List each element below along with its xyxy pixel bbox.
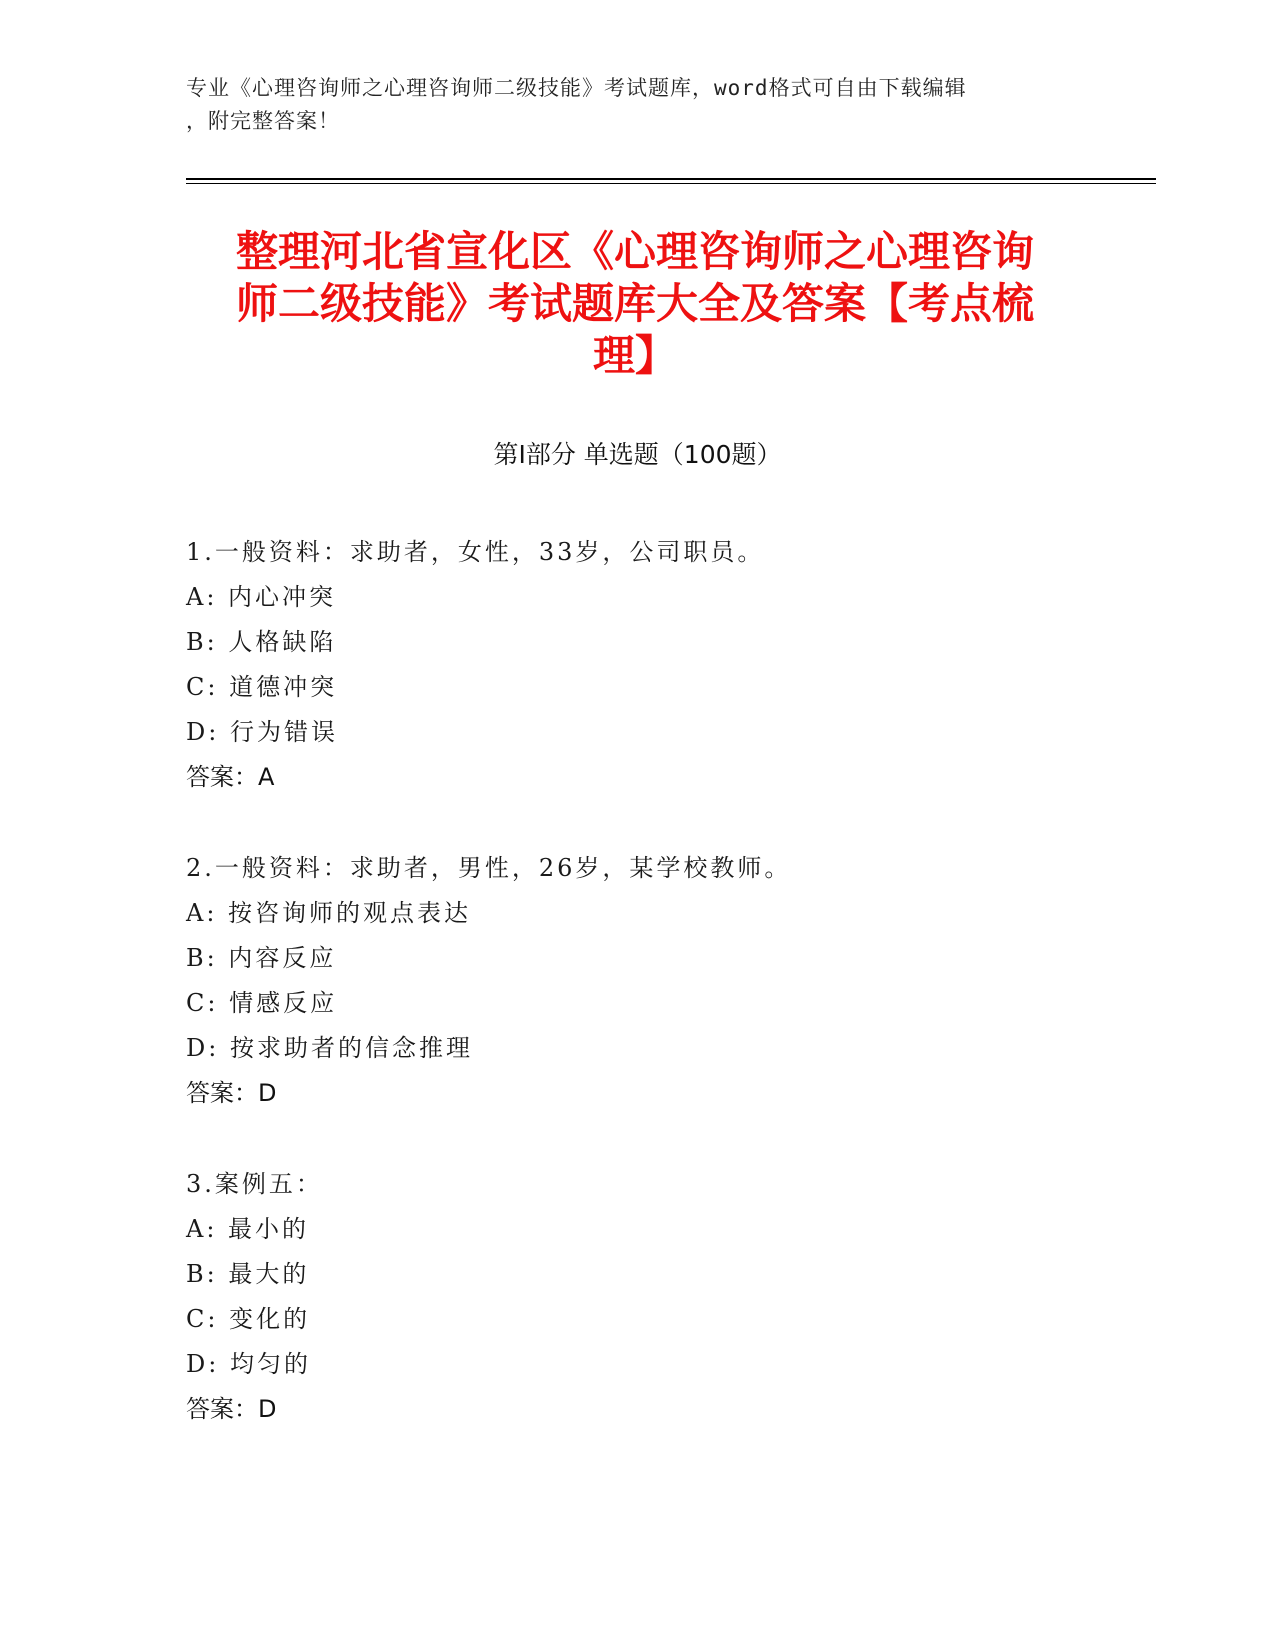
title-line-2: 师二级技能》考试题库大全及答案【考点梳 [235, 279, 1034, 328]
option-a: A: 内心冲突 [186, 583, 337, 611]
header-note [186, 72, 1086, 138]
answer-text: 答案：D [186, 1395, 277, 1423]
question-stem: 2.一般资料：求助者，男性，26岁，某学校教师。 [186, 854, 792, 882]
option-b: B: 最大的 [186, 1260, 310, 1288]
document-title [190, 226, 1080, 382]
option-a: A: 按咨询师的观点表达 [186, 899, 472, 927]
question-stem: 3.案例五： [186, 1170, 323, 1198]
option-c: C: 情感反应 [186, 989, 338, 1017]
question-list [186, 530, 1086, 1478]
question-stem: 1.一般资料：求助者，女性，33岁，公司职员。 [186, 538, 765, 566]
header-note-line-1: 专业《心理咨询师之心理咨询师二级技能》考试题库，word格式可自由下载编辑 [186, 76, 967, 100]
option-c: C: 变化的 [186, 1305, 311, 1333]
option-b: B: 内容反应 [186, 944, 337, 972]
question-item [186, 846, 1086, 1116]
question-item [186, 530, 1086, 800]
title-line-1: 整理河北省宣化区《心理咨询师之心理咨询 [235, 227, 1034, 276]
header-note-line-2: ，附完整答案！ [186, 109, 340, 133]
option-d: D: 均匀的 [186, 1350, 311, 1378]
question-item [186, 1162, 1086, 1432]
answer-text: 答案：D [186, 1079, 277, 1107]
option-d: D: 按求助者的信念推理 [186, 1034, 473, 1062]
answer-text: 答案：A [186, 763, 275, 791]
section-title: 第Ⅰ部分 单选题（100题） [493, 440, 782, 469]
title-line-3: 理】 [592, 331, 677, 380]
header-divider-thin [186, 183, 1156, 184]
option-d: D: 行为错误 [186, 718, 338, 746]
option-c: C: 道德冲突 [186, 673, 338, 701]
option-a: A: 最小的 [186, 1215, 310, 1243]
header-divider-thick [186, 178, 1156, 180]
option-b: B: 人格缺陷 [186, 628, 337, 656]
